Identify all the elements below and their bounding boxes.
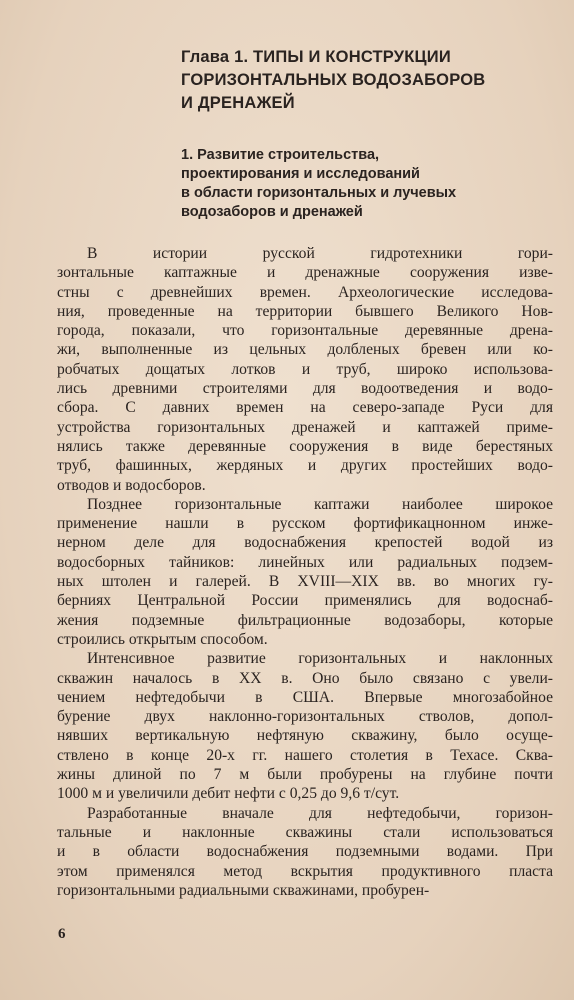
paragraph-line: жи, выполненные из цельных долбленых бревен или ко- (57, 341, 553, 359)
paragraph-line: скважин началось в XX в. Оно было связано с увели- (57, 669, 553, 687)
body-text (57, 244, 553, 900)
paragraph (57, 804, 553, 900)
page-number: 6 (58, 926, 66, 942)
paragraph-line: чением нефтедобычи в США. Впервые многозабойное (57, 688, 553, 706)
paragraph-line: Разработанные вначале для нефтедобычи, горизон- (87, 804, 553, 822)
paragraph-line: тальные и наклонные скважины стали использоваться (57, 823, 553, 841)
paragraph-line: этом применялся метод вскрытия продуктивного пласта (57, 862, 553, 880)
paragraph-line: горизонтальными радиальными скважинами, пробурен- (57, 881, 430, 899)
chapter-title-line: Глава 1. ТИПЫ И КОНСТРУКЦИИ (181, 48, 451, 66)
paragraph-line: применение нашли в русском фортификацнонном инже- (57, 515, 553, 533)
paragraph-line: жения подземные фильтрационные водозаборы, которые (57, 611, 553, 629)
section-title-line: 1. Развитие строительства, (181, 147, 380, 163)
paragraph-line: бурение двух наклонно-горизонтальных стволов, допол- (57, 708, 553, 726)
paragraph-line: Позднее горизонтальные каптажи наиболее широкое (87, 495, 553, 513)
paragraph-line: Интенсивное развитие горизонтальных и наклонных (87, 650, 553, 668)
paragraph-line: берниях Центральной России применялись для водоснаб- (57, 592, 553, 610)
paragraph-line: нерном деле для водоснабжения крепостей водой из (57, 534, 553, 552)
paragraph-line: ния, проведенные на территории бывшего Великого Нов- (57, 302, 553, 320)
paragraph-line: лись древними строителями для водоотведения и водо- (57, 380, 553, 398)
chapter-title-line: И ДРЕНАЖЕЙ (181, 94, 295, 112)
paragraph-line: нявших вертикальную нефтяную скважину, было осуще- (57, 727, 553, 745)
chapter-title (181, 46, 561, 115)
paragraph-line: труб, фашинных, жердяных и других простейших водо- (57, 457, 553, 475)
paragraph-line: города, показали, что горизонтальные деревянные дрена- (57, 322, 553, 340)
section-title (181, 146, 561, 222)
paragraph-line: зонтальные каптажные и дренажные сооружения изве- (57, 264, 553, 282)
paragraph-line: устройства горизонтальных дренажей и каптажей приме- (57, 418, 553, 436)
paragraph-line: сбора. С давних времен на северо-западе Руси для (57, 399, 553, 417)
paragraph-line: 1000 м и увеличили дебит нефти с 0,25 до 9,6 т/сут. (57, 785, 400, 803)
paragraph (57, 649, 553, 803)
paragraph-line: ных штолен и галерей. В XVIII—XIX вв. во многих гу- (57, 573, 553, 591)
paragraph-line: В истории русской гидротехники гори- (87, 245, 553, 262)
paragraph (57, 495, 553, 649)
section-title-line: в области горизонтальных и лучевых (181, 185, 457, 201)
paragraph (57, 244, 553, 495)
section-title-line: проектирования и исследований (181, 166, 420, 182)
paragraph-line: стны с древнейших времен. Археологические исследова- (57, 283, 553, 301)
paragraph-line: отводов и водосборов. (57, 476, 206, 494)
paragraph-line: строились открытым способом. (57, 630, 268, 648)
paragraph-line: ствлено в конце 20-х гг. нашего столетия в Техасе. Сква- (57, 746, 553, 764)
paragraph-line: робчатых дощатых лотков и труб, широко использова- (57, 360, 553, 378)
paragraph-line: водосборных тайников: линейных или радиальных подзем- (57, 553, 553, 571)
section-title-line: водозаборов и дренажей (181, 204, 363, 220)
paragraph-line: нялись также деревянные сооружения в виде берестяных (57, 437, 553, 455)
paragraph-line: и в области водоснабжения подземными водами. При (57, 843, 553, 861)
chapter-title-line: ГОРИЗОНТАЛЬНЫХ ВОДОЗАБОРОВ (181, 71, 486, 89)
paragraph-line: жины длиной по 7 м были пробурены на глубине почти (57, 766, 553, 784)
